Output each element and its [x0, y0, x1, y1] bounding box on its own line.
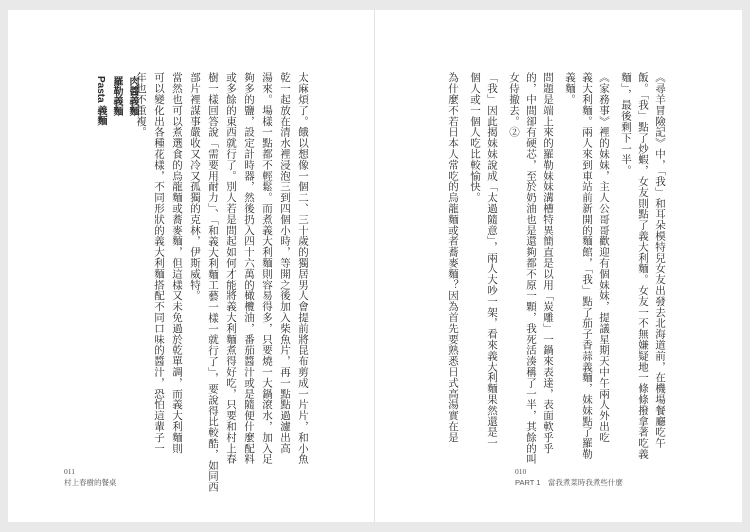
text-column: 或多餘的東西就行了。別人若是問起如何才能將義大利麵煮得好吃，只要和村上春 [225, 72, 237, 465]
text-column: 義麵。 [564, 72, 576, 105]
text-column: 麵」，最後剩下一半。 [620, 72, 632, 176]
text-column: 夠多的鹽，設定計時器，然後扔入四十六萬的橄欖油，番茄醬汁或是隨便什麼配料 [243, 72, 255, 465]
text-column: 的，中間卻有硬芯，至於奶油也是還夠都不原一顆，我死活湊稱了一半，其餘的叫 [525, 72, 537, 465]
text-column: 可以變化出各種花樣，不同形狀的義大利麵搭配不同口味的醬汁，恐怕這輩子一 [153, 72, 165, 454]
text-column: 樹一樣回答說「需要用耐力」、「和義大利麵工藝一樣一就行了」，要說得比較酷，如同西 [207, 72, 219, 493]
page-number: 011 [64, 467, 75, 476]
side-tag: Pasta 義麵 [95, 76, 106, 126]
text-column: 「我」因此揭妹妹說成「太過隨意」，兩人大吵一架，看來義大利麵果然還是一 [486, 72, 498, 449]
page-folio [64, 466, 117, 488]
page-folio [515, 466, 623, 488]
text-column: 當然也可以煮選食的烏龍麵或蕎麥麵，但這樣又未免過於乾單調，而義大利麵則 [171, 72, 183, 454]
text-column: 太麻煩了。餓以想像一個二、三十歲的獨居男人會提前將昆布剪成一片片，和小魚 [297, 72, 309, 465]
text-column: 飯。「我」點了炒蝦，女友則點了義大利麵。女友一不無嫌疑地一條條撥拿著吃義 [637, 72, 649, 460]
page-number: 010 [515, 467, 527, 476]
side-tag: 羅勒義麵 [111, 76, 122, 116]
text-column: 義大利麵。兩人來到車站前新開的麵館，「我」點了茄子香蒜義麵，妹妹點了羅勒 [581, 72, 593, 460]
text-column: 《尋羊冒險記》中，「我」和耳朵模特兒女友出發去北海道前，在機場餐廳吃午 [654, 72, 666, 449]
text-column: 部片裡謀事嚴收又冷又孤獨的克林，伊斯威特。 [189, 72, 201, 301]
text-column: 問題是端上來的羅勒妹妹溝槽特異簡直是以用「炭雕」一鍋來表達，表面軟乎乎 [542, 72, 554, 454]
text-column: 乾一起放在清水裡浸泡三到四個小時，等開之後加入柴魚片，再一點點過濾出高 [279, 72, 291, 454]
running-title: 村上春樹的餐桌 [64, 478, 117, 487]
text-column: 年也不重複。 [135, 72, 147, 138]
text-column: 個人或一個人吃比較愉快。 [469, 72, 481, 203]
side-tag: 肉醬義麵 [127, 76, 138, 116]
text-column: 為什麼不若日本人常吃的烏龍麵或者蕎麥麵？因為首先要熟悉日式高湯實在是 [447, 72, 459, 443]
right-page [375, 10, 742, 522]
left-page [8, 10, 375, 522]
text-column: 女侍撤去。② [508, 72, 520, 138]
book-spread [8, 10, 742, 522]
text-column: 《家務事》裡的妹妹，主人公哥哥歡迎有個妹妹，提議星期天中午兩人外出吃 [598, 72, 610, 443]
running-title: PART 1 當我煮菜時我煮些什麼 [515, 478, 623, 487]
text-column: 湯來。場樣一點都不輕鬆。而煮義大利麵則容易得多，只要燒一大鍋滾水，加入足 [261, 72, 273, 465]
